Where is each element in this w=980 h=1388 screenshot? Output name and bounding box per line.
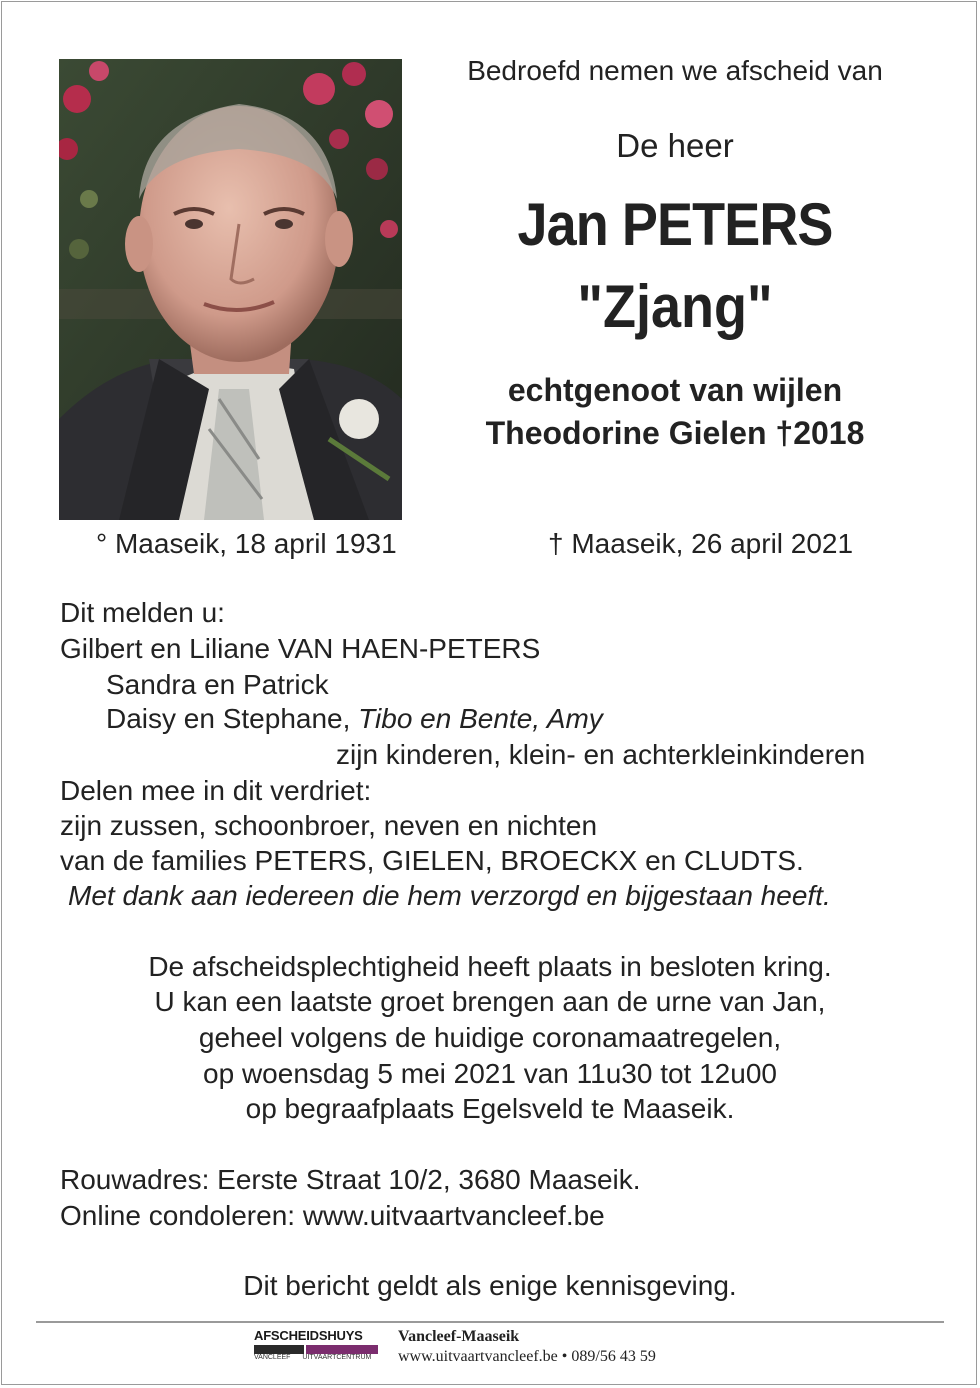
online-condolences: Online condoleren: www.uitvaartvancleef.be xyxy=(60,1200,605,1231)
logo-subtitle xyxy=(254,1354,378,1361)
logo-bar xyxy=(254,1345,378,1354)
family-relation: zijn kinderen, klein- en achterkleinkinderen xyxy=(336,739,866,770)
portrait-illustration xyxy=(59,59,402,520)
grandchild-names: Daisy en Stephane, xyxy=(106,703,359,734)
salutation: De heer xyxy=(616,127,734,164)
nickname: "Zjang" xyxy=(577,273,773,340)
logo-left-text: VANCLEEF xyxy=(254,1354,291,1361)
birth-date: ° Maaseik, 18 april 1931 xyxy=(96,528,397,559)
portrait-photo xyxy=(59,59,402,520)
thanks-line: Met dank aan iedereen die hem verzorgd en bijgestaan heeft. xyxy=(68,880,831,911)
family-line-grandchild-2 xyxy=(106,702,603,736)
death-date: † Maaseik, 26 april 2021 xyxy=(548,528,854,559)
family-names: van de families PETERS, GIELEN, BROECKX en CLUDTS. xyxy=(60,845,804,876)
ceremony-line-3: geheel volgens de huidige coronamaatregelen, xyxy=(198,1022,782,1053)
deceased-name: Jan PETERS xyxy=(517,191,833,258)
ceremony-line-2: U kan een laatste groet brengen aan de urne van Jan, xyxy=(154,986,826,1017)
funeral-home-logo xyxy=(254,1328,378,1364)
family-siblings: zijn zussen, schoonbroer, neven en nichten xyxy=(60,810,598,841)
ceremony-line-5: op begraafplaats Egelsveld te Maaseik. xyxy=(245,1093,735,1124)
notice-line: Dit bericht geldt als enige kennisgeving. xyxy=(243,1270,737,1301)
intro-text: Bedroefd nemen we afscheid van xyxy=(467,55,883,86)
spouse-line-1: echtgenoot van wijlen xyxy=(507,372,843,408)
footer-company: Vancleef-Maaseik xyxy=(398,1328,520,1345)
ceremony-line-1: De afscheidsplechtigheid heeft plaats in besloten kring. xyxy=(148,951,832,982)
ceremony-line-4: op woensdag 5 mei 2021 van 11u30 tot 12u00 xyxy=(203,1058,777,1089)
family-line-children: Gilbert en Liliane VAN HAEN-PETERS xyxy=(60,633,541,664)
family-intro: Dit melden u: xyxy=(60,597,225,628)
great-grandchild-names: Tibo en Bente, Amy xyxy=(358,703,603,734)
family-share-intro: Delen mee in dit verdriet: xyxy=(60,775,372,806)
logo-right-text: UITVAARTCENTRUM xyxy=(302,1354,372,1361)
footer-contact: www.uitvaartvancleef.be • 089/56 43 59 xyxy=(398,1348,656,1365)
family-line-grandchild-1: Sandra en Patrick xyxy=(106,669,329,700)
spouse-line-2: Theodorine Gielen †2018 xyxy=(485,415,865,451)
logo-title: AFSCHEIDSHUYS xyxy=(254,1328,363,1343)
footer-divider xyxy=(36,1321,944,1323)
mourning-address: Rouwadres: Eerste Straat 10/2, 3680 Maaseik. xyxy=(60,1164,641,1195)
